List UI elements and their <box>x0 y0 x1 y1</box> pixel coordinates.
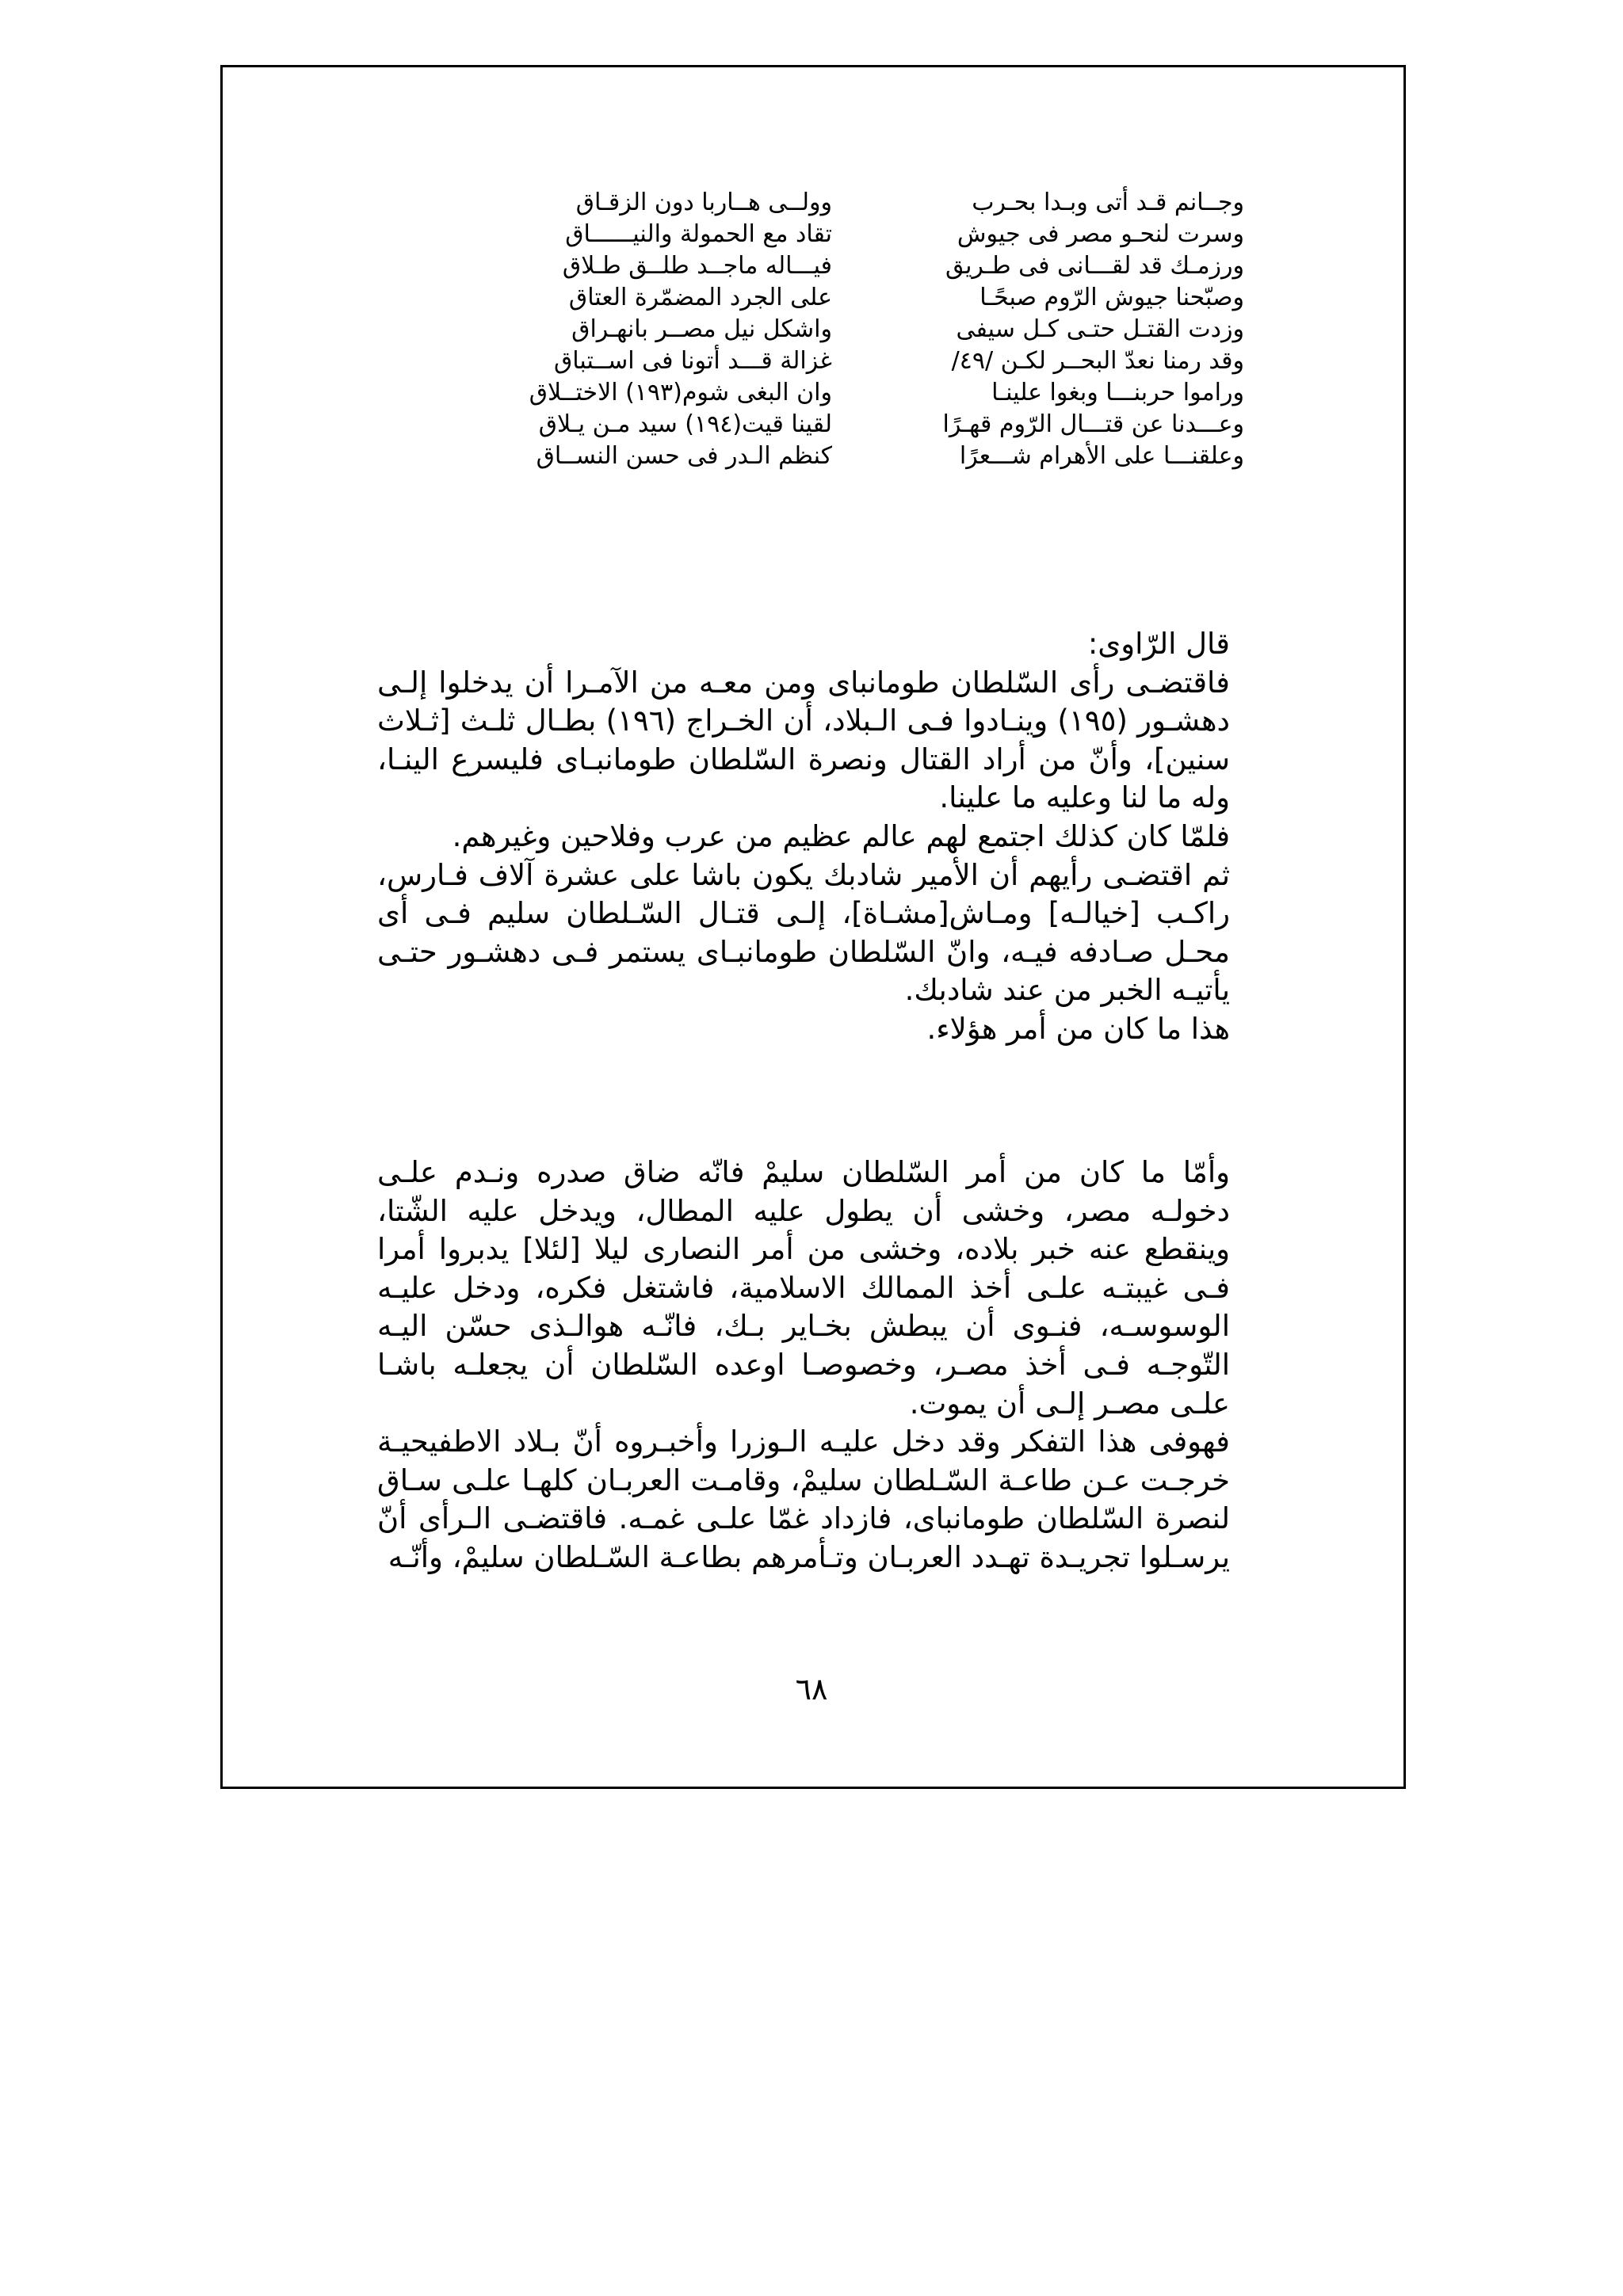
poem-right-column <box>888 187 1244 472</box>
paragraph: ثم اقتضـى رأيهم أن الأمير شادبك يكون باشا على عشرة آلاف فـارس، راكـب [خيالـه] ومـاش[مشـاة]، إلـى قتـال السّـلطان سليم فـى أى محـل صـادفه فيـه، وانّ السّلطان طومانبـاى يستمر فـى دهشـور حتـى يأتيـه الخبر من عند شادبك. <box>377 857 1230 1008</box>
page-number: ٦٨ <box>795 1672 828 1707</box>
poem-verse: واشكل نيل مصــر بانهـراق <box>571 315 832 343</box>
poem-verse: على الجرد المضمّرة العتاق <box>568 284 832 311</box>
narrator-heading: قال الرّاوى: <box>1087 627 1230 661</box>
poem-verse: وزدت القتـل حتـى كـل سيفى <box>956 315 1244 343</box>
paragraph: فاقتضـى رأى السّلطان طومانباى ومن معـه من الآمـرا أن يدخلوا إلـى دهشـور (١٩٥) وينـادوا فـى الـبلاد، أن الخـراج (١٩٦) بطـال ثلـث [ثـلاث سنين]، وأنّ من أراد القتال ونصرة السّلطان طومانبـاى فليسرع الينـا، وله ما لنا وعليه ما علينا. <box>377 665 1230 815</box>
poem-verse: وعلقنـــا على الأهرام شـــعرًا <box>959 442 1244 470</box>
poem-verse: وقد رمنا نعدّ البحــر لكـن /٤٩/ <box>951 347 1244 375</box>
paragraph: فلمّا كان كذلك اجتمع لهم عالم عظيم من عرب وفلاحين وغيرهم. <box>452 818 1230 853</box>
poem-verse: وان البغى شوم(١٩٣) الاختــلاق <box>529 379 832 406</box>
poem-verse: وعـــدنا عن قتـــال الرّوم قهـرًا <box>942 410 1244 438</box>
poem-left-column <box>499 187 832 472</box>
paragraph: وأمّا ما كان من أمر السّلطان سليمْ فانّه ضاق صدره ونـدم علـى دخولـه مصر، وخشى أن يطول عليه المطال، ويدخل عليه الشّتا، وينقطع عنه خبر بلاده، وخشى من أمر النصارى ليلا [لئلا] يدبروا أمرا فـى غيبتـه علـى أخذ الممالك الاسلامية، فاشتغل فكره، ودخل عليـه الوسوسـه، فنـوى أن يبطش بخـاير بـك، فانّـه هوالـذى حسّن اليـه التّوجـه فـى أخذ مصـر، وخصوصـا اوعده السّلطان أن يجعلـه باشـا علـى مصـر إلـى أن يموت. <box>377 1155 1230 1421</box>
narrative-block <box>377 1154 1230 1577</box>
poem-verse: وولــى هــاربا دون الزقـاق <box>575 189 832 216</box>
poem-verse: وصبّحنا جيوش الرّوم صبحًـا <box>980 284 1244 311</box>
paragraph: فهوفى هذا التفكر وقد دخل عليـه الـوزرا وأخبـروه أنّ بـلاد الاطفيحيـة خرجـت عـن طاعـة السّـلطان سليمْ، وقامـت العربـان كلهـا علـى سـاق لنصرة السّلطان طومانباى، فازداد غمّا علـى غمـه. فاقتضـى الـرأى أنّ يرسـلوا تجريـدة تهـدد العربـان وتـأمرهم بطاعـة السّـلطان سليمْ، وأنّـه <box>377 1425 1230 1574</box>
poem-verse: تقاد مع الحمولة والنيــــــاق <box>565 220 832 248</box>
poem-verse: وراموا حربنـــا وبغوا علينـا <box>991 379 1244 406</box>
poem-verse: لقينا قيت(١٩٤) سيد مـن يـلاق <box>538 410 832 438</box>
poem-verse: وسرت لنحـو مصر فى جيوش <box>957 220 1244 248</box>
poem-verse: كنظم الـدر فى حسن النســاق <box>536 442 832 470</box>
poem-verse: غزالة قـــد أتونا فى اســتباق <box>554 347 832 375</box>
poem-verse: ورزمـك قد لقـــانى فى طـريق <box>945 252 1244 280</box>
poem-verse: فيـــاله ماجــد طلــق طـلاق <box>562 252 832 280</box>
paragraph: هذا ما كان من أمر هؤلاء. <box>926 1011 1230 1046</box>
poem-verse: وجــانم قـد أتى وبـدا بحـرب <box>972 189 1244 216</box>
narrative-block <box>377 625 1230 1049</box>
